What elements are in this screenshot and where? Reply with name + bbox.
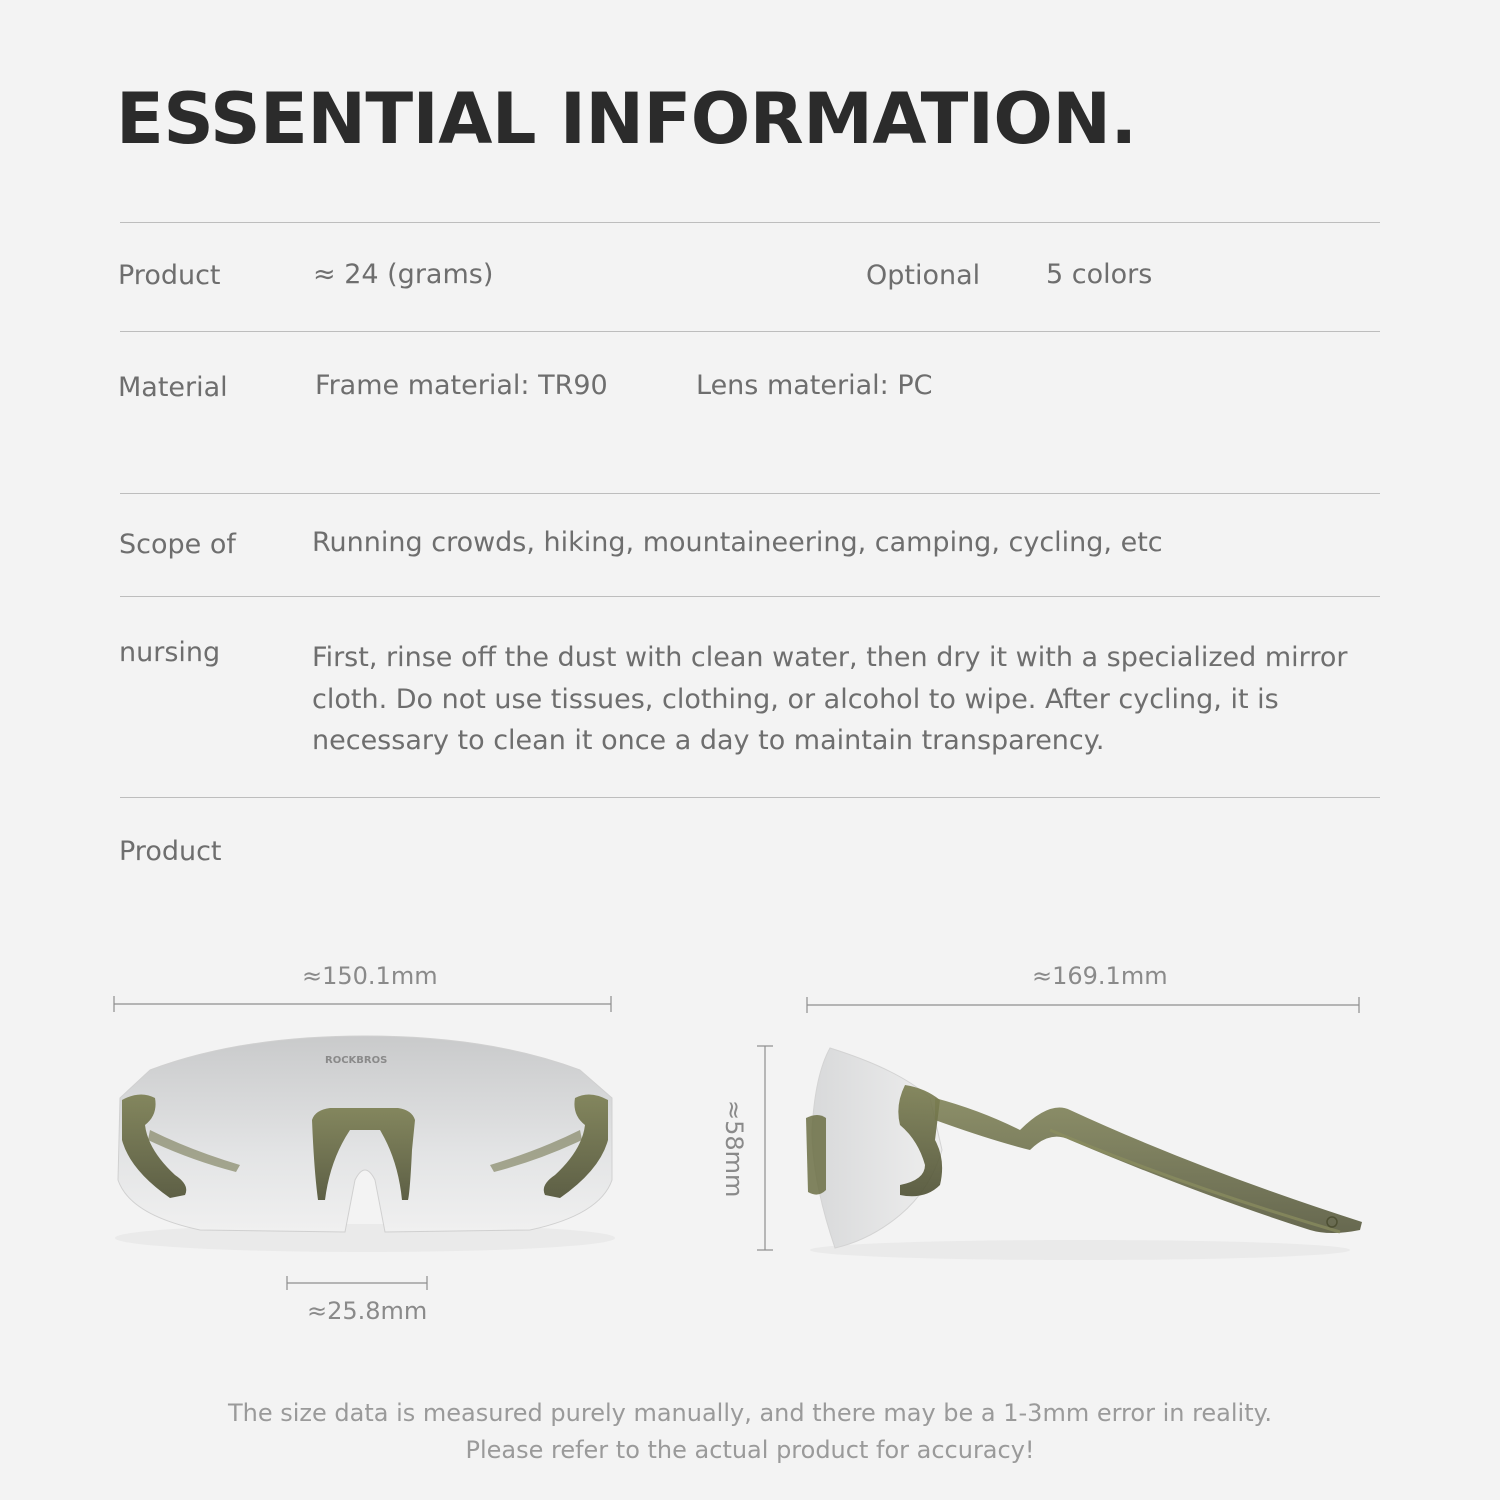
- dimension-length-line: [807, 997, 1359, 1013]
- spec-scope-value: Running crowds, hiking, mountaineering, camping, cycling, etc: [312, 527, 1163, 558]
- dimension-height-label: ≈58mm: [720, 1100, 748, 1198]
- spec-weight-value: ≈ 24 (grams): [313, 259, 494, 290]
- dimension-width-label: ≈150.1mm: [302, 962, 438, 990]
- dimension-length-label: ≈169.1mm: [1032, 962, 1168, 990]
- spec-label-optional: Optional: [866, 260, 981, 291]
- spec-label-product-size: Product: [119, 836, 222, 867]
- spec-label-product: Product: [118, 260, 221, 291]
- glasses-side-view: [806, 1048, 1362, 1260]
- brand-logo: ROCKBROS: [325, 1055, 388, 1066]
- dimension-nose-line: [287, 1276, 427, 1290]
- dimension-height-line: [757, 1046, 773, 1250]
- spec-nursing-value: First, rinse off the dust with clean water, then dry it with a specialized mirror cloth. Do not use tissues, clothing, or alcohol to wipe. After cycling, it is necessary to clean it once a day to maintain transparency.: [312, 642, 1348, 756]
- spec-label-nursing: nursing: [119, 637, 221, 668]
- spec-lens-material: Lens material: PC: [696, 370, 933, 401]
- page-title: ESSENTIAL INFORMATION.: [116, 78, 1137, 160]
- dimension-width-line: [114, 996, 611, 1012]
- spec-label-material: Material: [118, 372, 228, 403]
- footnote-line-1: The size data is measured purely manually, and there may be a 1-3mm error in reality.: [227, 1399, 1273, 1427]
- glasses-front-view: [115, 1036, 615, 1252]
- spec-label-scope: Scope of: [119, 529, 236, 560]
- spec-frame-material: Frame material: TR90: [315, 370, 608, 401]
- spec-colors-value: 5 colors: [1046, 259, 1153, 290]
- footnote-line-2: Please refer to the actual product for accuracy!: [465, 1436, 1035, 1464]
- dimension-nose-label: ≈25.8mm: [307, 1297, 428, 1325]
